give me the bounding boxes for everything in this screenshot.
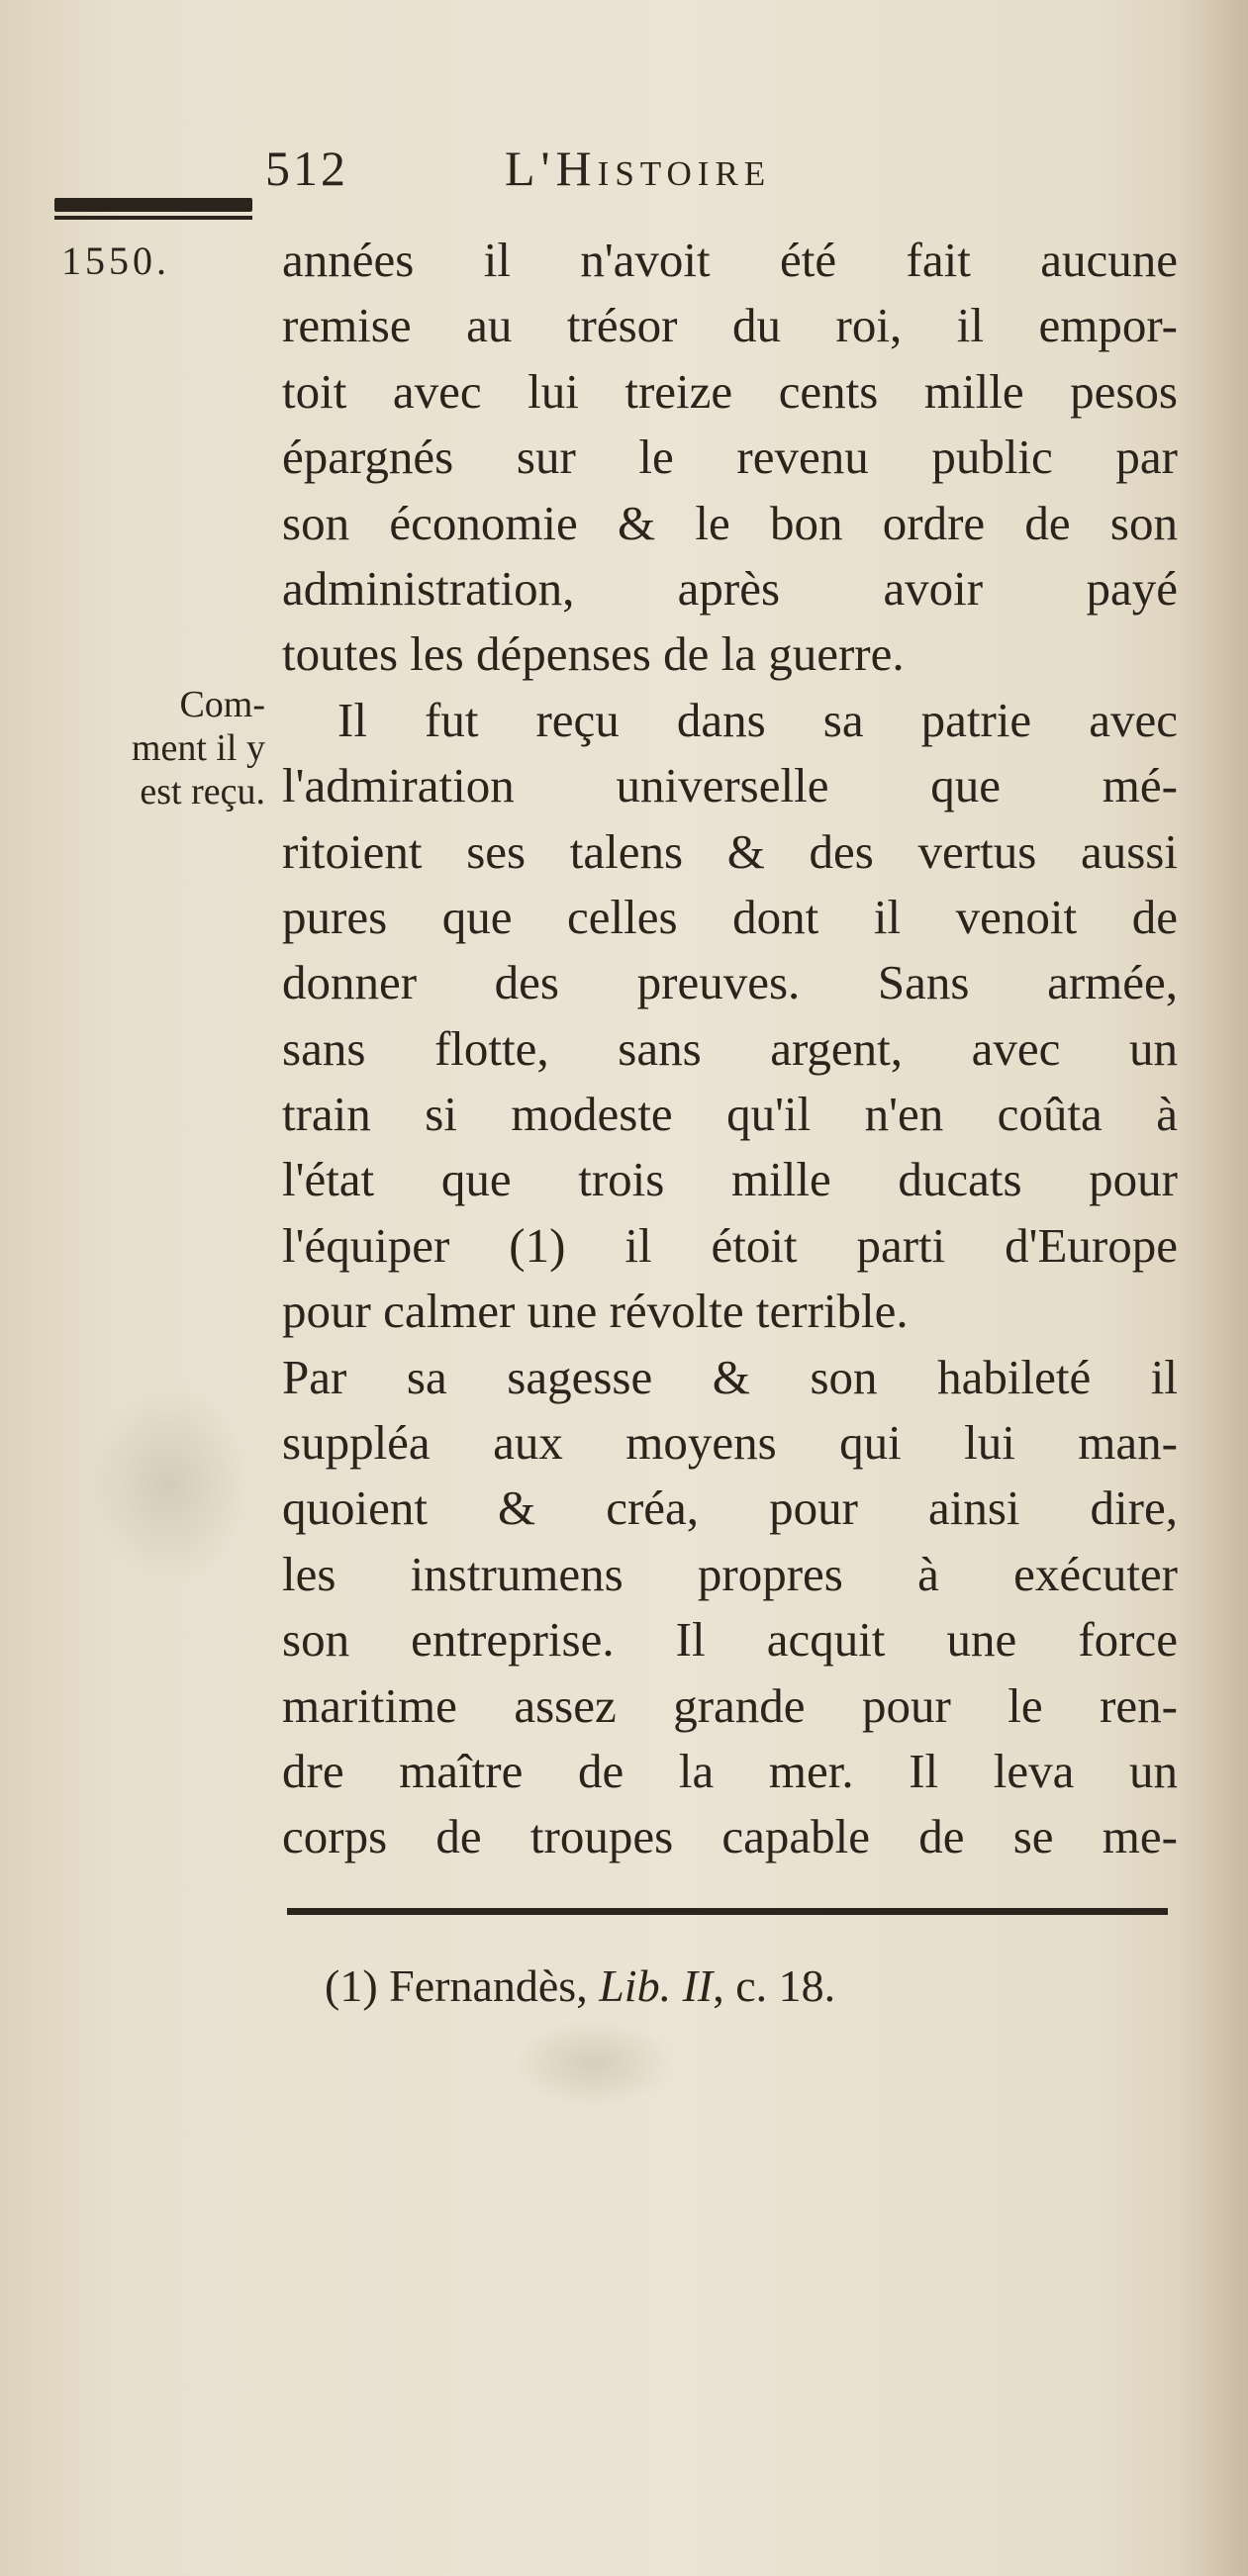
footnote-rule [287,1908,1168,1915]
footnote-lib: Lib. II [599,1960,714,2011]
text-line: Il fut reçu dans sa patrie avec [337,692,1178,747]
text-line: l'état que trois mille ducats pour [282,1152,1178,1207]
text-line: années il n'avoit été fait aucune [282,233,1178,287]
text-line: l'admiration universelle que mé- [282,758,1178,813]
footnote [325,1959,835,2012]
sidenote-line: ment il y [131,727,265,769]
text-line: pour calmer une révolte terrible. [282,1284,909,1339]
footnote-rest: , c. 18. [713,1960,836,2011]
footnote-prefix: (1) Fernandès, [325,1960,600,2011]
sidenote-line: Com- [179,684,265,725]
text-line: quoient & créa, pour ainsi dire, [282,1480,1178,1536]
text-line: maritime assez grande pour le ren- [282,1677,1178,1733]
body-text [282,228,1178,1870]
header-rule [54,198,252,212]
sidenote-line: est reçu. [140,771,265,812]
text-line: son entreprise. Il acquit une force [282,1612,1178,1668]
text-line: corps de troupes capable de se me- [282,1809,1178,1864]
text-line: Par sa sagesse & son habileté il [282,1349,1178,1404]
text-line: épargnés sur le revenu public par [282,429,1178,485]
text-line: l'équiper (1) il étoit parti d'Europe [282,1217,1178,1273]
margin-sidenote [48,683,265,813]
running-title: L'Histoire [505,141,772,196]
text-line: train si modeste qu'il n'en coûta à [282,1087,1178,1142]
text-line: remise au trésor du roi, il empor- [282,298,1178,353]
text-line: administration, après avoir payé [282,560,1178,616]
text-line: toutes les dépenses de la guerre. [282,626,905,682]
text-line: ritoient ses talens & des vertus aussi [282,823,1178,879]
gutter-shadow [1179,0,1248,2576]
text-line: donner des preuves. Sans armée, [282,955,1178,1010]
paper-smudge [515,2019,673,2108]
text-line: pures que celles dont il venoit de [282,889,1178,944]
page-number: 512 [265,141,348,196]
running-header [265,139,978,198]
margin-year: 1550. [61,239,170,283]
text-line: dre maître de la mer. Il leva un [282,1743,1178,1798]
text-line: suppléa aux moyens qui lui man- [282,1415,1178,1471]
paper-smudge [89,1385,247,1583]
text-line: sans flotte, sans argent, avec un [282,1020,1178,1076]
text-line: les instrumens propres à exécuter [282,1546,1178,1601]
text-line: son économie & le bon ordre de son [282,495,1178,550]
text-line: toit avec lui treize cents mille pesos [282,363,1178,419]
